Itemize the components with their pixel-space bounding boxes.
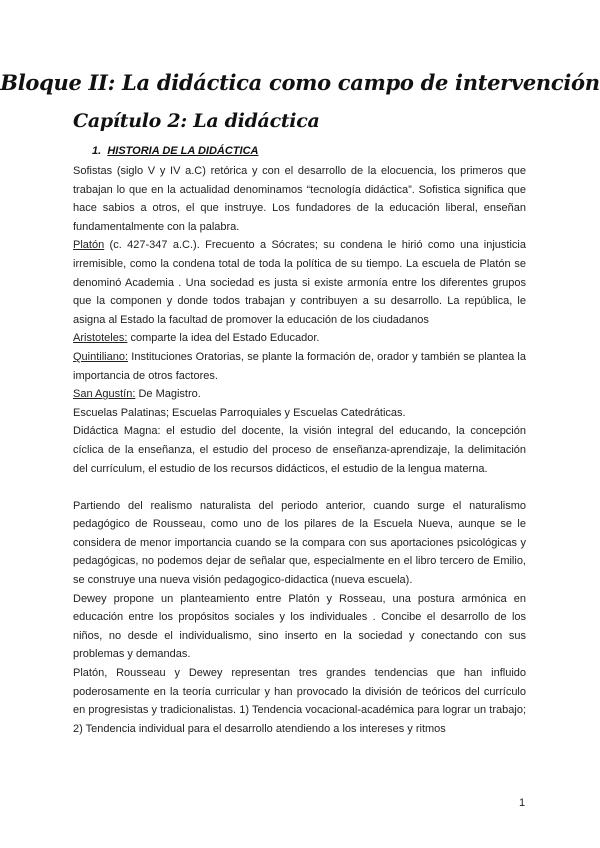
paragraph-platon [73,236,526,329]
paragraph-sofistas: Sofistas (siglo V y IV a.C) retórica y con el desarrollo de la elocuencia, los primeros que trabajan lo que en la actualidad denominamos “tecnología didáctica”. Sofistica significa que hace sabios a otros, el que instruye. Los fundadores de la educación liberal, enseñan fundamentalmente con la palabra. [73,165,526,233]
paragraph-san-agustin [73,385,526,404]
paragraph-gap [73,478,526,497]
platon-name: Platón [73,239,105,252]
chapter-heading: Capítulo 2: La didáctica [73,110,320,132]
paragraph-escuelas: Escuelas Palatinas; Escuelas Parroquiales y Escuelas Catedráticas. [73,406,406,419]
san-agustin-name: San Agustín: [73,388,136,401]
section-heading [92,145,258,157]
section-title: HISTORIA DE LA DIDÁCTICA [107,145,259,157]
quintiliano-text: Instituciones Oratorias, se plante la formación de, orador y también se plantea la importancia de otros factores. [73,350,526,382]
paragraph-tendencias: Platón, Rousseau y Dewey representan tres grandes tendencias que han influido poderosamente en la teoría curricular y han provocado la división de teóricos del currículo en progresistas y tradicionalistas. 1) Tendencia vocacional-académica para lograr un trabajo; 2) Tendencia individual para el desarrollo atendiendo a los intereses y ritmos [73,667,526,735]
page-number: 1 [519,797,526,809]
paragraph-dewey: Dewey propone un planteamiento entre Platón y Rosseau, una postura armónica en educación entre los propósitos sociales y los individuales . Concibe el desarrollo de los niños, no desde el individualismo, sino inserto en la sociedad y conectando con sus problemas y demandas. [73,592,526,661]
platon-text: (c. 427-347 a.C.). Frecuento a Sócrates; su condena le hirió como una injusticia irremisible, como la condena total de toda la política de su tiempo. La escuela de Platón se denominó Academia . Una sociedad es justa si existe armonía entre los diferentes grupos que la componen y donde todos trabajan y contribuyen a su desarrollo. La república, le asigna al Estado la facultad de promover la educación de los ciudadanos [73,239,526,326]
san-agustin-text: De Magistro. [135,388,201,401]
paragraph-rousseau: Partiendo del realismo naturalista del periodo anterior, cuando surge el naturalismo pedagógico de Rousseau, como uno de los pilares de la Escuela Nueva, aunque se le considera de menor importancia cuando se la compara con sus aportaciones psicológicas y pedagógicas, no podemos dejar de señalar que, especialmente en el libro tercero de Emilio, se construye una nueva visión pedagogico-didactica (nueva escuela). [73,499,526,587]
paragraph-quintiliano [73,348,526,385]
section-number: 1. [92,145,102,157]
aristoteles-text: comparte la idea del Estado Educador. [127,332,320,345]
aristoteles-name: Aristoteles: [73,332,128,345]
document-title: Bloque II: La didáctica como campo de intervención [0,70,600,95]
quintiliano-name: Quintiliano: [73,350,129,363]
document-body [73,162,526,738]
paragraph-didactica-magna: Didáctica Magna: el estudio del docente, la visión integral del educando, la concepción cíclica de la enseñanza, el estudio del proceso de enseñanza-aprendizaje, la delimitación del currículum, el estudio de los recursos didácticos, el estudio de la lengua materna. [73,425,526,475]
paragraph-aristoteles [73,329,526,348]
